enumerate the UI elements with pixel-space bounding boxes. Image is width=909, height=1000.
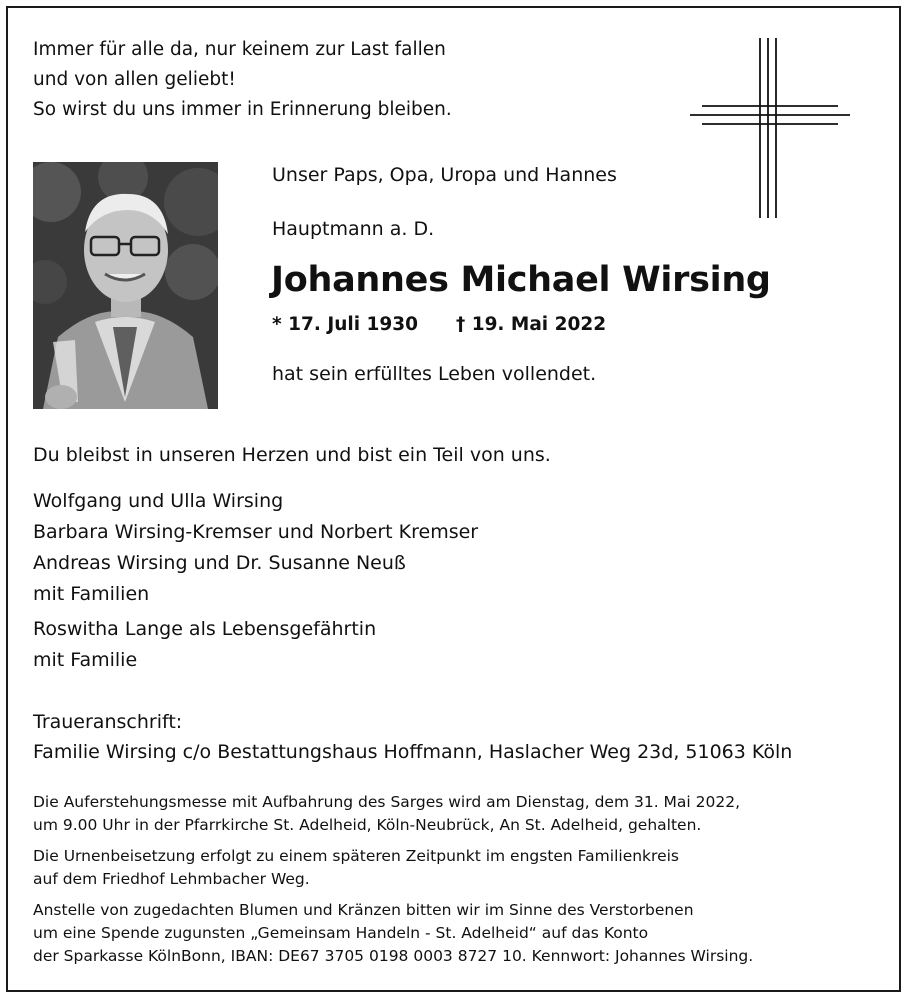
deceased-name: Johannes Michael Wirsing (271, 260, 771, 300)
family-list (33, 486, 478, 610)
heart-text: Du bleibst in unseren Herzen und bist ein Teil von uns. (33, 444, 551, 466)
death-date: † 19. Mai 2022 (456, 314, 607, 335)
family-member: mit Familien (33, 583, 150, 605)
family-member: Barbara Wirsing-Kremser und Norbert Kremser (33, 521, 479, 543)
life-text: hat sein erfülltes Leben vollendet. (272, 363, 597, 385)
cross-icon (688, 38, 852, 218)
mass-notice (33, 791, 740, 837)
family-member: Andreas Wirsing und Dr. Susanne Neuß (33, 552, 406, 574)
partner-line: mit Familie (33, 649, 138, 671)
notice-line: der Sparkasse KölnBonn, IBAN: DE67 3705 0198 0003 8727 10. Kennwort: Johannes Wirsing. (33, 947, 754, 965)
motto-verse (33, 35, 452, 125)
notice-line: Anstelle von zugedachten Blumen und Kränzen bitten wir im Sinne des Verstorbenen (33, 901, 694, 919)
notice-line: auf dem Friedhof Lehmbacher Weg. (33, 870, 310, 888)
partner-line: Roswitha Lange als Lebensgefährtin (33, 618, 377, 640)
motto-line: So wirst du uns immer in Erinnerung bleiben. (33, 99, 452, 120)
notice-line: um eine Spende zugunsten „Gemeinsam Handeln - St. Adelheid“ auf das Konto (33, 924, 649, 942)
motto-line: Immer für alle da, nur keinem zur Last fallen (33, 39, 446, 60)
rank-text: Hauptmann a. D. (272, 218, 435, 240)
burial-notice (33, 845, 679, 891)
notice-line: um 9.00 Uhr in der Pfarrkirche St. Adelheid, Köln-Neubrück, An St. Adelheid, gehalten. (33, 816, 702, 834)
birth-date: * 17. Juli 1930 (272, 314, 418, 335)
address-text: Familie Wirsing c/o Bestattungshaus Hoffmann, Haslacher Weg 23d, 51063 Köln (33, 741, 793, 763)
notice-line: Die Urnenbeisetzung erfolgt zu einem späteren Zeitpunkt im engsten Familienkreis (33, 847, 679, 865)
intro-text: Unser Paps, Opa, Uropa und Hannes (272, 164, 617, 186)
portrait-photo (33, 162, 218, 409)
notice-line: Die Auferstehungsmesse mit Aufbahrung des Sarges wird am Dienstag, dem 31. Mai 2022, (33, 793, 741, 811)
motto-line: und von allen geliebt! (33, 69, 236, 90)
partner-list (33, 614, 376, 676)
address-label: Traueranschrift: (33, 711, 183, 733)
family-member: Wolfgang und Ulla Wirsing (33, 490, 284, 512)
donation-notice (33, 899, 753, 968)
